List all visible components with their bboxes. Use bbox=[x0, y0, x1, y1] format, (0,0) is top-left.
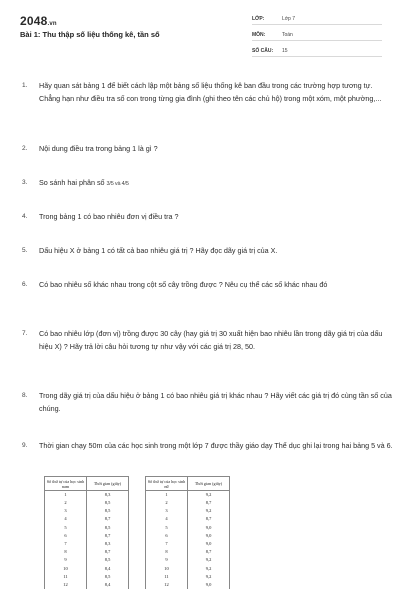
student-number-cell: 11 bbox=[146, 573, 188, 581]
table-row bbox=[146, 573, 230, 581]
table-row bbox=[146, 532, 230, 540]
site-logo[interactable] bbox=[20, 14, 57, 28]
column-header: Số thứ tự của học sinh nam bbox=[45, 477, 87, 491]
time-cell: 9,2 bbox=[188, 573, 230, 581]
meta-row-count bbox=[252, 45, 382, 57]
question-text: Trong dãy giá trị của dấu hiệu ở bảng 1 có bao nhiêu giá trị khác nhau ? Hãy viết các giá trị đó cùng tần số của chúng. bbox=[39, 391, 392, 413]
column-header: Số thứ tự của học sinh nữ bbox=[146, 477, 188, 491]
question-text bbox=[39, 177, 394, 191]
time-cell: 9,0 bbox=[188, 532, 230, 540]
time-cell: 8,7 bbox=[87, 548, 129, 556]
table-6-girls bbox=[145, 476, 230, 589]
table-row bbox=[45, 524, 129, 532]
student-number-cell: 2 bbox=[45, 499, 87, 507]
time-cell: 8,5 bbox=[87, 499, 129, 507]
time-cell: 9,2 bbox=[188, 565, 230, 573]
logo-main: 2048 bbox=[20, 14, 48, 28]
student-number-cell: 11 bbox=[45, 573, 87, 581]
table-row bbox=[146, 556, 230, 564]
meta-row-class bbox=[252, 13, 382, 25]
question-number: 2. bbox=[22, 145, 28, 152]
column-header: Thời gian (giây) bbox=[188, 477, 230, 491]
meta-box bbox=[252, 13, 382, 61]
table-row bbox=[146, 581, 230, 589]
question-number: 6. bbox=[22, 281, 28, 288]
table-row bbox=[45, 573, 129, 581]
time-cell: 8,5 bbox=[87, 556, 129, 564]
meta-value: 15 bbox=[282, 47, 288, 54]
table-row bbox=[45, 515, 129, 523]
student-number-cell: 3 bbox=[45, 507, 87, 515]
time-cell: 9,2 bbox=[188, 491, 230, 500]
question-number: 9. bbox=[22, 442, 28, 449]
time-cell: 9,0 bbox=[188, 540, 230, 548]
question-number: 7. bbox=[22, 330, 28, 337]
question-text: Dấu hiệu X ở bảng 1 có tất cả bao nhiêu giá trị ? Hãy đọc dãy giá trị của X. bbox=[39, 246, 278, 255]
table-row bbox=[146, 565, 230, 573]
table-row bbox=[45, 491, 129, 500]
table-row bbox=[146, 548, 230, 556]
time-cell: 9,2 bbox=[188, 556, 230, 564]
table-row bbox=[146, 491, 230, 500]
meta-key: MÔN: bbox=[252, 31, 266, 38]
student-number-cell: 10 bbox=[146, 565, 188, 573]
time-cell: 8,7 bbox=[188, 515, 230, 523]
student-number-cell: 1 bbox=[45, 491, 87, 500]
table-row bbox=[45, 565, 129, 573]
student-number-cell: 9 bbox=[45, 556, 87, 564]
table-row bbox=[146, 507, 230, 515]
time-cell: 8,4 bbox=[87, 581, 129, 589]
meta-key: LỚP: bbox=[252, 15, 265, 22]
student-number-cell: 12 bbox=[146, 581, 188, 589]
table-row bbox=[45, 540, 129, 548]
student-number-cell: 5 bbox=[45, 524, 87, 532]
table-row bbox=[45, 507, 129, 515]
student-number-cell: 4 bbox=[146, 515, 188, 523]
time-cell: 9,0 bbox=[188, 581, 230, 589]
student-number-cell: 7 bbox=[45, 540, 87, 548]
student-number-cell: 8 bbox=[45, 548, 87, 556]
table-body bbox=[45, 491, 129, 590]
meta-value: Toán bbox=[282, 31, 293, 38]
question-text: Hãy quan sát bảng 1 để biết cách lập một bảng số liệu thống kê ban đầu trong các trường hợp tương tự. Chẳng hạn như điều tra số con trong từng gia đình (ghi theo tên các chủ hộ) trong một xóm, một phường,... bbox=[39, 81, 382, 103]
time-cell: 8,3 bbox=[87, 540, 129, 548]
table-5-boys bbox=[44, 476, 129, 589]
time-cell: 9,0 bbox=[188, 524, 230, 532]
table-row bbox=[146, 515, 230, 523]
table-row bbox=[146, 499, 230, 507]
student-number-cell: 7 bbox=[146, 540, 188, 548]
time-cell: 8,5 bbox=[87, 573, 129, 581]
time-cell: 8,7 bbox=[188, 499, 230, 507]
time-cell: 8,5 bbox=[87, 507, 129, 515]
document-header bbox=[0, 0, 400, 62]
student-number-cell: 8 bbox=[146, 548, 188, 556]
time-cell: 8,7 bbox=[87, 515, 129, 523]
meta-row-subject bbox=[252, 29, 382, 41]
student-number-cell: 1 bbox=[146, 491, 188, 500]
student-number-cell: 4 bbox=[45, 515, 87, 523]
question-text: Có bao nhiêu số khác nhau trong cột số cây trồng được ? Nêu cụ thể các số khác nhau đó bbox=[39, 280, 328, 289]
student-number-cell: 12 bbox=[45, 581, 87, 589]
time-cell: 8,4 bbox=[87, 565, 129, 573]
student-number-cell: 5 bbox=[146, 524, 188, 532]
time-cell: 8,5 bbox=[87, 524, 129, 532]
table-body bbox=[146, 491, 230, 590]
table-row bbox=[146, 524, 230, 532]
question-number: 8. bbox=[22, 392, 28, 399]
student-number-cell: 2 bbox=[146, 499, 188, 507]
logo-tld: .vn bbox=[47, 21, 57, 27]
student-number-cell: 9 bbox=[146, 556, 188, 564]
meta-value: Lớp 7 bbox=[282, 15, 296, 22]
question-number: 5. bbox=[22, 247, 28, 254]
question-number: 3. bbox=[22, 179, 28, 186]
question-number: 1. bbox=[22, 82, 28, 89]
table-row bbox=[45, 532, 129, 540]
student-number-cell: 6 bbox=[146, 532, 188, 540]
fraction-expression: 3/5 và 4/5 bbox=[106, 181, 129, 187]
question-text: Nội dung điều tra trong bảng 1 là gì ? bbox=[39, 144, 158, 153]
table-row bbox=[45, 499, 129, 507]
student-number-cell: 6 bbox=[45, 532, 87, 540]
question-text: Có bao nhiêu lớp (đơn vị) trồng được 30 cây (hay giá trị 30 xuất hiện bao nhiêu lần trong dãy giá trị của dấu hiệu X) ? Hãy trả lời câu hỏi tương tự như vậy với các giá trị 28, 50. bbox=[39, 329, 383, 351]
student-number-cell: 10 bbox=[45, 565, 87, 573]
student-number-cell: 3 bbox=[146, 507, 188, 515]
question-text: Trong bảng 1 có bao nhiêu đơn vị điều tra ? bbox=[39, 212, 179, 221]
table-row bbox=[146, 540, 230, 548]
question-number: 4. bbox=[22, 213, 28, 220]
time-cell: 8,3 bbox=[87, 491, 129, 500]
meta-key: SỐ CÂU: bbox=[252, 47, 274, 54]
table-row bbox=[45, 548, 129, 556]
column-header: Thời gian (giây) bbox=[87, 477, 129, 491]
question-text-before: So sánh hai phân số bbox=[39, 178, 105, 187]
time-cell: 8,7 bbox=[87, 532, 129, 540]
table-row bbox=[45, 556, 129, 564]
document-title: Bài 1: Thu thập số liệu thống kê, tần số bbox=[20, 30, 160, 39]
time-cell: 9,2 bbox=[188, 507, 230, 515]
table-row bbox=[45, 581, 129, 589]
question-text: Thời gian chạy 50m của các học sinh trong một lớp 7 được thầy giáo dạy Thể dục ghi lại trong hai bảng 5 và 6. bbox=[39, 441, 393, 450]
time-cell: 8,7 bbox=[188, 548, 230, 556]
